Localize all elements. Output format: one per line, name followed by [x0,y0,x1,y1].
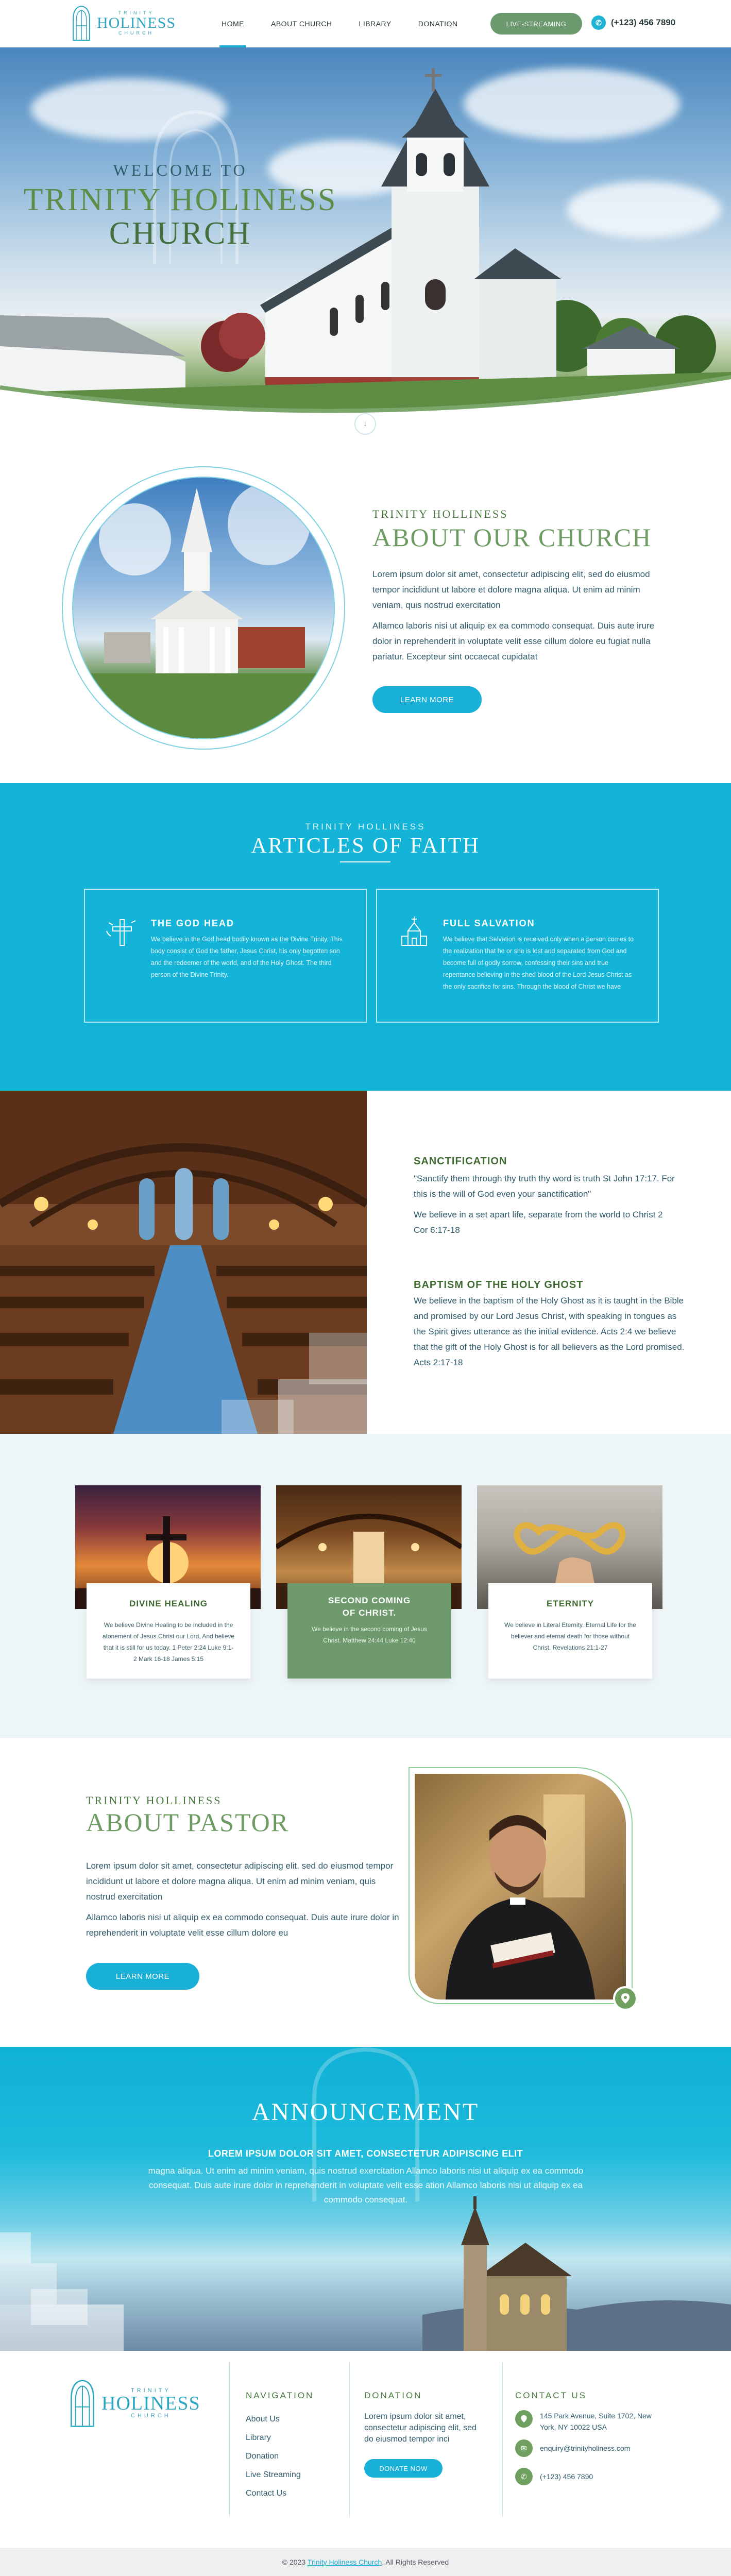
hero-banner [0,47,731,431]
footer-donation-heading: DONATION [364,2391,422,2400]
footer-address-text: 145 Park Avenue, Suite 1702, New York, NY 10022 USA [540,2412,652,2431]
hero-title-line1: TRINITY HOLINESS [23,182,337,217]
faith-title-underline [340,861,390,862]
scroll-down-button[interactable] [354,413,376,435]
location-pin-icon [515,2410,533,2428]
footer-logo[interactable] [69,2378,200,2429]
sanctification-quote: "Sanctify them through thy truth thy word is truth St John 17:17. For this is the will of God even your sanctification" [414,1174,675,1199]
about-church-photo [72,477,335,739]
sanctification-title: SANCTIFICATION [414,1156,507,1167]
footer-link-donation[interactable]: Donation [246,2452,279,2461]
footer-navigation-heading: NAVIGATION [246,2391,314,2400]
card-text: We believe in the second coming of Jesus Christ. Matthew 24:44 Luke 12:40 [312,1625,427,1644]
footer-divider [229,2362,230,2517]
phone-icon: ✆ [515,2468,533,2485]
card-title-line1: SECOND COMING [328,1596,411,1605]
site-header [0,0,731,47]
footer-link-about[interactable]: About Us [246,2415,280,2424]
card-second-coming [287,1583,451,1679]
footer-divider [349,2362,350,2517]
main-nav [222,0,458,47]
church-interior-photo [0,1091,367,1434]
card-title: ETERNITY [546,1599,594,1608]
hero-title-line2: CHURCH [109,216,252,251]
faith-title: ARTICLES OF FAITH [251,834,480,858]
card-text: We believe in Literal Eternity. Eternal Life for the believer and eternal death for those without Christ. Revelations 21:1-27 [504,1621,636,1651]
pastor-learn-more-button[interactable]: LEARN MORE [86,1963,199,1990]
arrow-down-icon: ↓ [363,419,367,428]
pastor-paragraph-2: Allamco laboris nisi ut aliquip ex ea commodo consequat. Duis aute irure dolor in reprehenderit in voluptate velit esse cillum dolore eu [86,1912,399,1938]
footer-link-live-streaming[interactable]: Live Streaming [246,2470,301,2479]
about-learn-more-button[interactable]: LEARN MORE [372,686,482,713]
logo-text-top: TRINITY [130,2387,171,2394]
interior-image [0,1091,367,1434]
card-title: DIVINE HEALING [129,1599,208,1608]
faith-card-salvation [376,889,659,1023]
footer-email[interactable] [515,2439,630,2457]
logo-text-bottom: CHURCH [131,2413,171,2419]
nav-about-church[interactable]: ABOUT CHURCH [271,20,332,28]
cathedral-photo [422,2196,731,2351]
donate-now-button[interactable]: DONATE NOW [364,2459,443,2478]
copyright-bar [0,2548,731,2576]
about-title: ABOUT OUR CHURCH [372,523,652,552]
about-paragraph-1: Lorem ipsum dolor sit amet, consectetur adipiscing elit, sed do eiusmod tempor incididunt ut labore et dolore magna aliqua. Ut enim ad minim veniam, quis nostrud exercitation [372,569,650,610]
card-title-line2: OF CHRIST. [342,1608,397,1618]
footer-donation-text: Lorem ipsum dolor sit amet, consectetur adipiscing elit, sed do eiusmod tempor inci [364,2412,477,2444]
faith-card-text: We believe in the God head bodily known as the Divine Trinity. This body consist of God the father, Jesus Christ, his only begotten son and the redeemer of the world, and of the Holy Ghost. The third person of the Divine Trinity. [151,936,343,978]
decor-square [0,2304,124,2351]
copyright-link[interactable]: Trinity Holiness Church [308,2557,382,2566]
logo-text-main: HOLINESS [97,14,176,31]
site-logo[interactable] [71,5,176,41]
card-divine-healing [87,1583,250,1679]
baptism-text: We believe in the baptism of the Holy Ghost as it is taught in the Bible and promised by our Lord Jesus Christ, with speaking in tongues as the Spirit gives utterance as the initial evidence. Acts 2:4 we believe that the gift of the Holy Ghost is for all believers as the Lord promised. Acts 2:17-18 [414,1296,685,1367]
church-image [73,478,335,739]
decor-square [0,2232,31,2263]
nav-home[interactable]: HOME [222,0,244,47]
footer-email-text: enquiry@trinityholiness.com [540,2444,631,2452]
footer-link-contact[interactable]: Contact Us [246,2489,287,2498]
pastor-photo [415,1774,626,1999]
phone-icon: ✆ [591,15,606,30]
footer-address [515,2410,661,2433]
faith-card-title: THE GOD HEAD [151,918,235,928]
header-phone-number: (+123) 456 7890 [611,18,676,27]
nav-donation[interactable]: DONATION [418,20,458,28]
faith-subheading: TRINITY HOLLINESS [305,822,426,832]
pastor-title: ABOUT PASTOR [86,1808,290,1837]
pastor-image [415,1774,626,1999]
location-pin-icon [613,1986,638,2011]
pastor-subheading: TRINITY HOLLINESS [86,1794,222,1807]
church-window-icon [69,2378,96,2429]
sanctification-text: We believe in a set apart life, separate from the world to Christ 2 Cor 6:17-18 [414,1210,663,1235]
mail-icon: ✉ [515,2439,533,2457]
announcement-text: magna aliqua. Ut enim ad minim veniam, quis nostrud exercitation Allamco laboris nisi ut aliquip ex ea commodo consequat. Duis aute irure dolor in reprehenderit in voluptate velit esse ation Allamco laboris nisi ut aliquip ex ea commodo consequat. [148,2166,584,2205]
footer-contact-heading: CONTACT US [515,2391,587,2400]
faith-card-text: We believe that Salvation is received only when a person comes to the realization that he or she is lost and separated from God and become full of godly sorrow, confessing their sins and true repentance believing in the shed blood of the Lord Jesus Christ as the only sacrifice for sins. Through the blood of Christ we have [443,936,634,990]
live-streaming-button[interactable]: LIVE-STREAMING [490,13,582,35]
card-eternity [488,1583,652,1679]
church-building-icon [398,916,431,948]
footer-phone[interactable] [515,2468,593,2485]
logo-text-top: TRINITY [118,10,155,15]
hero-welcome: WELCOME TO [113,161,248,179]
faith-card-title: FULL SALVATION [443,918,535,928]
card-text: We believe Divine Healing to be included in the atonement of Jesus Christ our Lord, And believe that it is still for us today. 1 Peter 2:24 Luke 9:1-2 Mark 16-18 James 5:15 [102,1621,235,1663]
footer-nav-list [246,2410,301,2503]
card-title [287,1595,451,1619]
nav-library[interactable]: LIBRARY [359,20,392,28]
announcement-title: ANNOUNCEMENT [251,2098,480,2126]
logo-text-main: HOLINESS [101,2393,200,2414]
header-phone[interactable] [591,15,675,30]
logo-text-bottom: CHURCH [118,30,154,36]
church-window-icon [71,5,92,41]
footer-link-library[interactable]: Library [246,2433,271,2442]
footer-divider [502,2362,503,2517]
footer-phone-text: (+123) 456 7890 [540,2472,593,2481]
about-subheading: TRINITY HOLLINESS [372,507,508,520]
copyright-prefix: © 2023 [282,2557,306,2566]
announcement-heading: LOREM IPSUM DOLOR SIT AMET, CONSECTETUR ADIPISCING ELIT [208,2148,523,2159]
baptism-title: BAPTISM OF THE HOLY GHOST [414,1279,584,1291]
cross-dove-icon [106,916,139,948]
about-paragraph-2: Allamco laboris nisi ut aliquip ex ea commodo consequat. Duis aute irure dolor in reprehenderit in voluptate velit esse cillum dolore eu fugiat nulla pariatur. Excepteur sint occaecat cupidatat [372,621,655,662]
pastor-paragraph-1: Lorem ipsum dolor sit amet, consectetur adipiscing elit, sed do eiusmod tempor incididunt ut labore et dolore magna aliqua. Ut enim ad minim veniam, quis nostrud exercitation [86,1861,394,1902]
copyright-suffix: . All Rights Reserved [382,2557,449,2566]
faith-card-godhead [84,889,367,1023]
